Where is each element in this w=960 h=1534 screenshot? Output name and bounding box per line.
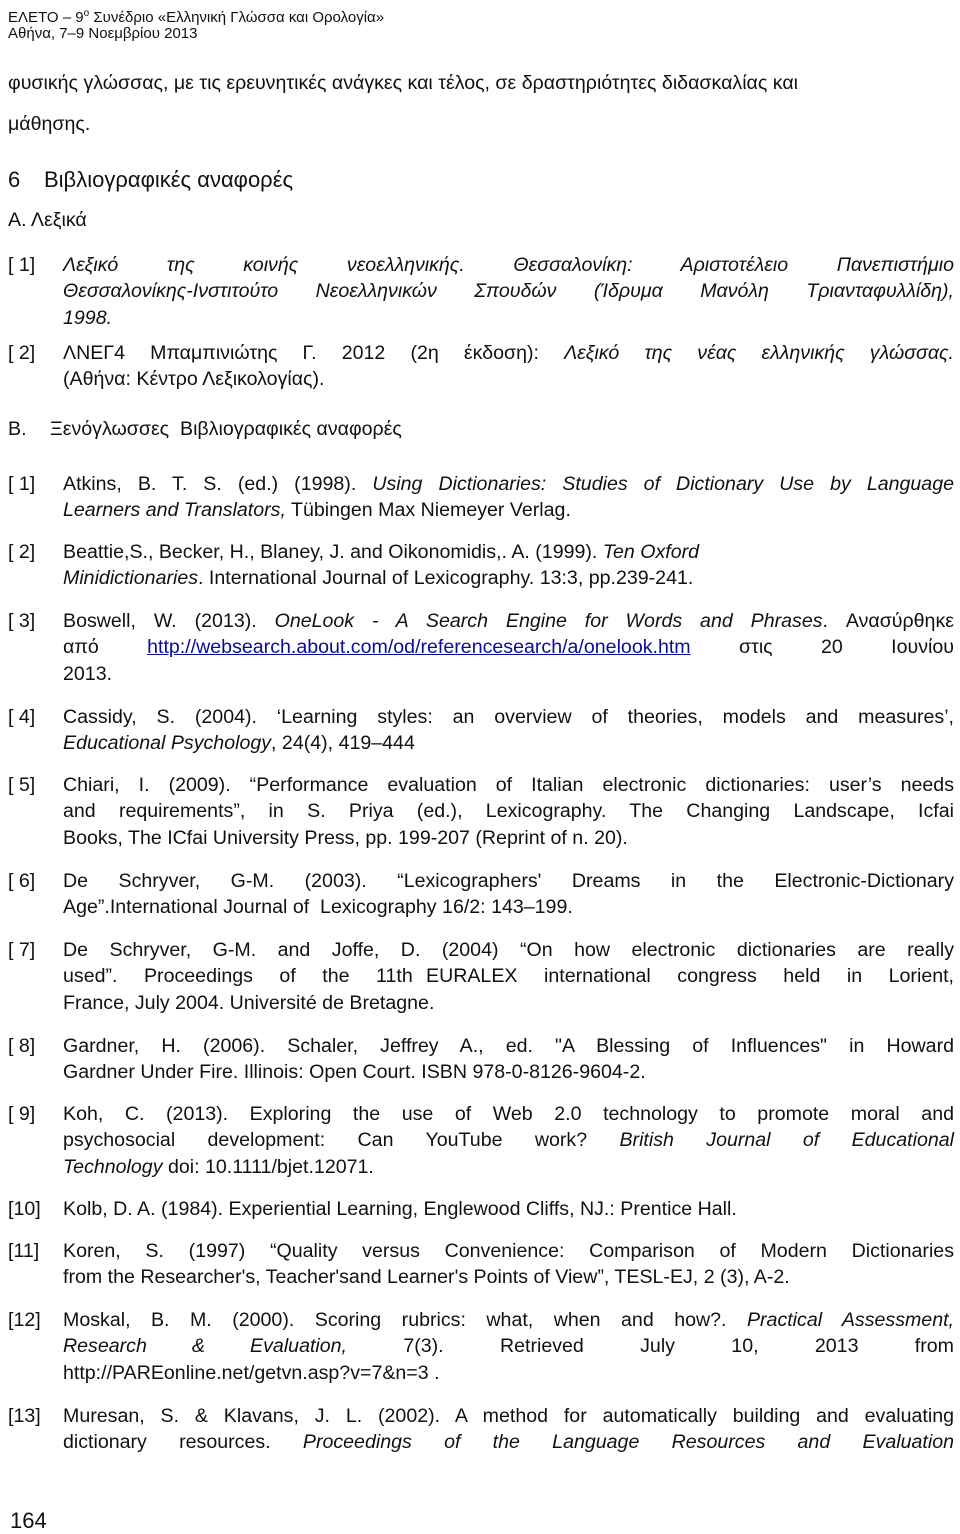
- reference-text: . International Journal of Lexicography. 13:3, pp.239-241.: [198, 567, 694, 590]
- header-conference-name: ΕΛΕΤΟ – 9: [8, 9, 84, 26]
- reference-text: Koren, S. (1997) “Quality versus Convenience: Comparison of Modern Dictionaries: [63, 1240, 954, 1262]
- reference-label: [ 8]: [8, 1035, 36, 1057]
- reference-label: [11]: [8, 1240, 40, 1262]
- reference-text: . Ανασύρθηκε: [822, 610, 954, 632]
- reference-journal-italic: Practical Assessment,: [746, 1309, 954, 1331]
- reference-journal-italic: Proceedings of the Language Resources and Evaluation: [302, 1431, 954, 1454]
- reference-text: and requirements”, in S. Priya (ed.), Lexicography. The Changing Landscape, Icfai: [63, 800, 954, 823]
- reference-11: [8, 1238, 954, 1291]
- reference-label: [ 1]: [8, 254, 36, 276]
- reference-3: [8, 608, 954, 687]
- reference-text: from the Researcher's, Teacher'sand Learner's Points of View”, TESL-EJ, 2 (3), A-2.: [63, 1266, 790, 1289]
- reference-text: Chiari, I. (2009). “Performance evaluation of Italian electronic dictionaries: user’s needs: [63, 774, 954, 796]
- reference-text: Gardner Under Fire. Illinois: Open Court. ISBN 978-0-8126-9604-2.: [63, 1061, 646, 1084]
- reference-text: Λεξικό της κοινής νεοελληνικής. Θεσσαλονίκη: Αριστοτέλειο Πανεπιστήμιο: [63, 254, 954, 276]
- reference-text: 1998.: [63, 306, 113, 329]
- intro-line-1: φυσικής γλώσσας, με τις ερευνητικές ανάγκες και τέλος, σε δραστηριότητες διδασκαλίας και: [8, 72, 798, 94]
- reference-text: 7(3). Retrieved July 10, 2013 from: [347, 1335, 954, 1358]
- header-conference-title: Συνέδριο «Ελληνική Γλώσσα και Ορολογία»: [89, 9, 385, 26]
- reference-text: Moskal, B. M. (2000). Scoring rubrics: what, when and how?.: [63, 1309, 747, 1331]
- subsection-b-heading: [8, 416, 402, 442]
- section-title: Βιβλιογραφικές αναφορές: [44, 167, 294, 192]
- greek-reference-2: [8, 340, 954, 393]
- reference-title-italic: OneLook - A Search Engine for Words and Phrases: [274, 610, 823, 632]
- reference-text: Kolb, D. A. (1984). Experiential Learning, Englewood Cliffs, NJ.: Prentice Hall.: [63, 1198, 737, 1220]
- reference-text: από: [63, 636, 148, 659]
- reference-text: psychosocial development: Can YouTube work?: [63, 1129, 620, 1152]
- reference-url-link[interactable]: http://websearch.about.com/od/referencesearch/a/onelook.htm: [147, 636, 691, 659]
- subsection-b-title: Ξενόγλωσσες Βιβλιογραφικές αναφορές: [50, 418, 402, 440]
- reference-label: [ 2]: [8, 342, 36, 364]
- reference-text: Gardner, H. (2006). Schaler, Jeffrey A., ed. "A Blessing of Influences" in Howard: [63, 1035, 954, 1057]
- running-header-conference: [8, 5, 384, 27]
- reference-text: Koh, C. (2013). Exploring the use of Web 2.0 technology to promote moral and: [63, 1103, 954, 1125]
- reference-label: [ 3]: [8, 610, 36, 632]
- reference-9: [8, 1101, 954, 1180]
- reference-label: [ 6]: [8, 870, 36, 892]
- reference-text: Muresan, S. & Klavans, J. L. (2002). A method for automatically building and evaluating: [63, 1405, 954, 1427]
- reference-1: [8, 471, 954, 524]
- reference-text: Boswell, W. (2013).: [63, 610, 275, 632]
- reference-13: [8, 1403, 954, 1456]
- reference-journal-italic: Educational Psychology: [63, 732, 272, 755]
- reference-text: Beattie,S., Becker, H., Blaney, J. and Oikonomidis,. A. (1999).: [63, 541, 603, 563]
- intro-line-2: μάθησης.: [8, 113, 91, 135]
- section-heading: [8, 166, 293, 194]
- reference-text: 2013.: [63, 662, 113, 685]
- header-ordinal-superscript: ο: [83, 8, 90, 19]
- reference-text: Age”.International Journal of Lexicography 16/2: 143–199.: [63, 896, 573, 919]
- reference-8: [8, 1033, 954, 1086]
- reference-label: [13]: [8, 1405, 41, 1427]
- reference-title-italic: Minidictionaries: [63, 567, 199, 590]
- reference-label: [ 7]: [8, 939, 36, 961]
- running-header-date: Αθήνα, 7–9 Νοεμβρίου 2013: [8, 25, 198, 42]
- reference-label: [10]: [8, 1198, 41, 1220]
- reference-title-italic: Learners and Translators,: [63, 499, 286, 522]
- reference-text: Books, The ICfai University Press, pp. 199-207 (Reprint of n. 20).: [63, 826, 628, 849]
- reference-text: στις 20 Ιουνίου: [690, 636, 954, 659]
- reference-title-italic: Ten Oxford: [602, 541, 700, 563]
- reference-text: De Schryver, G-M. and Joffe, D. (2004) “On how electronic dictionaries are really: [63, 939, 954, 961]
- reference-7: [8, 937, 954, 1016]
- reference-text: Atkins, B. T. S. (ed.) (1998).: [63, 473, 373, 495]
- reference-label: [ 5]: [8, 774, 36, 796]
- reference-label: [ 1]: [8, 473, 36, 495]
- reference-6: [8, 868, 954, 921]
- reference-12: [8, 1307, 954, 1386]
- reference-label: [ 9]: [8, 1103, 36, 1125]
- reference-label: [ 4]: [8, 706, 36, 728]
- greek-reference-1: [8, 252, 954, 331]
- reference-text: France, July 2004. Université de Bretagne.: [63, 991, 435, 1014]
- subsection-b-letter: Β.: [8, 418, 27, 440]
- reference-text: , 24(4), 419–444: [271, 732, 415, 755]
- reference-journal-italic: British Journal of Educational: [619, 1129, 954, 1152]
- reference-text: http://PAREonline.net/getvn.asp?v=7&n=3 .: [63, 1361, 440, 1384]
- reference-2: [8, 539, 954, 592]
- reference-text: (Αθήνα: Κέντρο Λεξικολογίας).: [63, 368, 325, 391]
- section-number: 6: [8, 167, 21, 192]
- reference-5: [8, 772, 954, 851]
- reference-10: [8, 1196, 954, 1222]
- reference-4: [8, 704, 954, 757]
- reference-journal-italic: Research & Evaluation,: [63, 1335, 347, 1358]
- reference-text: ΛΝΕΓ4 Μπαμπινιώτης Γ. 2012 (2η έκδοση):: [63, 342, 565, 364]
- reference-text: Cassidy, S. (2004). ‘Learning styles: an overview of theories, models and measures’,: [63, 706, 954, 728]
- subsection-a-heading: Α. Λεξικά: [8, 209, 87, 231]
- reference-title-italic: Λεξικό της νέας ελληνικής γλώσσας.: [564, 342, 954, 364]
- reference-text: doi: 10.1111/bjet.12071.: [162, 1155, 374, 1178]
- page-number: 164: [10, 1508, 47, 1533]
- reference-label: [12]: [8, 1309, 41, 1331]
- reference-journal-italic: Technology: [63, 1155, 163, 1178]
- reference-text: dictionary resources.: [63, 1431, 303, 1454]
- reference-text: Θεσσαλονίκης-Ινστιτούτο Νεοελληνικών Σπουδών (Ίδρυμα Μανόλη Τριανταφυλλίδη),: [63, 280, 954, 303]
- reference-label: [ 2]: [8, 541, 36, 563]
- reference-text: Tübingen Max Niemeyer Verlag.: [285, 499, 571, 522]
- reference-title-italic: Using Dictionaries: Studies of Dictionary Use by Language: [372, 473, 954, 495]
- reference-text: De Schryver, G-M. (2003). “Lexicographers' Dreams in the Electronic-Dictionary: [63, 870, 954, 892]
- reference-text: used”. Proceedings of the 11th EURALEX international congress held in Lorient,: [63, 965, 954, 988]
